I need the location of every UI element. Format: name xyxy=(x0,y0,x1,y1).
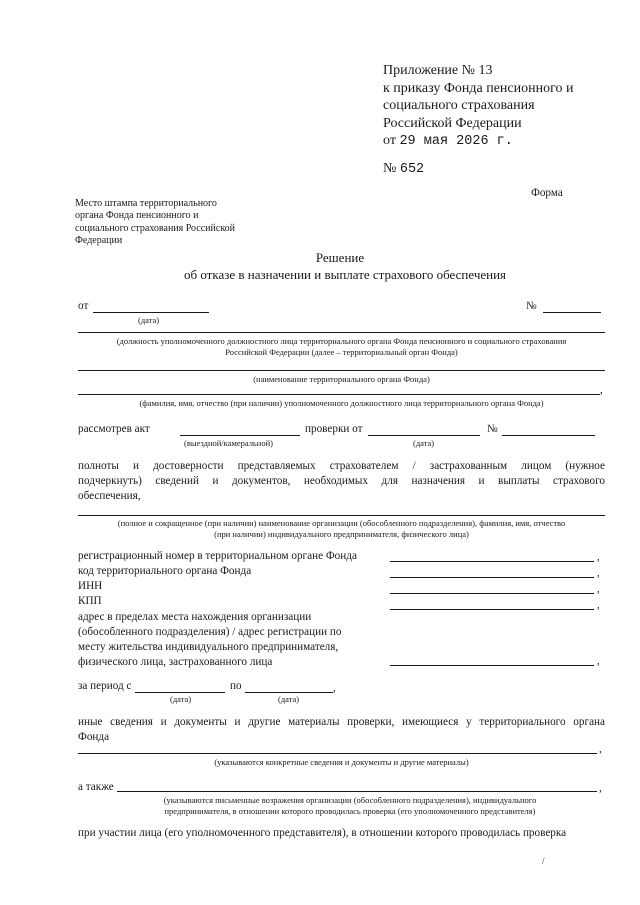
period-start-field[interactable] xyxy=(135,692,225,693)
completeness-text: обеспечения, xyxy=(78,490,141,502)
org-name-caption: (полное и сокращенное (при наличии) наименование организации (обособленного подразделения), фамилия, имя, отчество xyxy=(117,518,566,528)
stamp-place xyxy=(75,198,235,247)
address-label: месту жительства индивидуального предпринимателя, xyxy=(78,641,339,653)
official-name-caption: (фамилия, имя, отчество (при наличии) уполномоченного должностного лица территориального органа Фонда) xyxy=(139,398,544,408)
address-label: физического лица, застрахованного лица xyxy=(78,656,273,668)
check-date-field[interactable] xyxy=(368,435,480,436)
address-label: (обособленного подразделения) / адрес регистрации по xyxy=(78,626,342,638)
completeness-text: подчеркнуть) сведений и документов, необходимых для назначения и выплаты страхового xyxy=(78,475,605,487)
period-to-label: по xyxy=(230,680,242,692)
check-date-caption: (дата) xyxy=(413,438,435,448)
check-label: проверки от xyxy=(305,423,363,435)
from-label: от xyxy=(78,300,89,312)
check-type-field[interactable] xyxy=(180,435,300,436)
reg-number-field[interactable] xyxy=(390,561,594,562)
address-label: адрес в пределах места нахождения организации xyxy=(78,611,312,623)
number-label: № xyxy=(526,300,537,312)
comma: , xyxy=(597,551,600,563)
address-field[interactable] xyxy=(390,665,594,666)
comma: , xyxy=(599,782,602,794)
stamp-line: Федерации xyxy=(75,234,123,246)
appendix-date-value: 29 мая 2026 г. xyxy=(399,134,513,149)
official-position-caption: (должность уполномоченного должностного лица территориального органа Фонда пенсионного и социального страхования xyxy=(116,336,567,346)
kpp-label: КПП xyxy=(78,595,102,607)
kpp-field[interactable] xyxy=(390,609,594,610)
appendix-title: Приложение № 13 xyxy=(383,63,493,78)
page-mark: / xyxy=(542,856,545,866)
decision-number-field[interactable] xyxy=(543,312,601,313)
completeness-text: полноты и достоверности представляемых страхователем / застрахованным лицом (нужное xyxy=(78,460,605,472)
objections-caption: (указываются письменные возражения организации (обособленного подразделения), индивидуального xyxy=(163,795,537,805)
comma: , xyxy=(597,599,600,611)
comma: , xyxy=(597,583,600,595)
other-materials-field[interactable] xyxy=(78,753,597,754)
comma: , xyxy=(599,743,602,755)
appendix-order-line: к приказу Фонда пенсионного и xyxy=(383,80,574,96)
comma: , xyxy=(600,384,603,396)
body-name-caption: (наименование территориального органа Фонда) xyxy=(253,374,430,384)
appendix-number-prefix: № xyxy=(383,161,397,176)
comma: , xyxy=(597,655,600,667)
appendix-date-prefix: от xyxy=(383,133,396,148)
check-number-field[interactable] xyxy=(502,435,595,436)
period-label: за период с xyxy=(78,680,132,692)
other-materials-caption: (указываются конкретные сведения и документы и другие материалы) xyxy=(214,757,469,767)
appendix-number-value: 652 xyxy=(399,162,425,177)
org-name-field[interactable] xyxy=(78,515,605,516)
also-label: а также xyxy=(78,781,114,793)
appendix-number xyxy=(383,160,424,179)
review-label: рассмотрев акт xyxy=(78,423,150,435)
body-name-field[interactable] xyxy=(78,370,605,371)
other-materials-text: иные сведения и документы и другие материалы проверки, имеющиеся у территориального органа xyxy=(78,716,605,728)
document-subtitle: об отказе в назначении и выплате страхового обеспечения xyxy=(183,267,507,282)
participation-text: при участии лица (его уполномоченного представителя), в отношении которого проводилась проверка xyxy=(78,827,567,839)
body-code-field[interactable] xyxy=(390,577,594,578)
objections-field[interactable] xyxy=(117,791,597,792)
document-title: Решение xyxy=(315,250,365,265)
stamp-line: Место штампа территориального xyxy=(75,198,217,209)
date-caption: (дата) xyxy=(138,315,160,325)
inn-field[interactable] xyxy=(390,593,594,594)
comma: , xyxy=(597,567,600,579)
official-name-field[interactable] xyxy=(78,394,600,395)
official-position-field[interactable] xyxy=(78,332,605,333)
body-code-label: код территориального органа Фонда xyxy=(78,565,252,577)
inn-label: ИНН xyxy=(78,580,103,592)
org-name-caption: (при наличии) индивидуального предпринимателя, физического лица) xyxy=(214,529,469,539)
form-label: Форма xyxy=(531,187,563,199)
appendix-order-line: Российской Федерации xyxy=(383,115,522,131)
decision-date-field[interactable] xyxy=(93,312,209,313)
appendix-date xyxy=(383,132,513,151)
period-start-caption: (дата) xyxy=(170,694,192,704)
check-type-caption: (выездной/камеральной) xyxy=(184,438,273,448)
stamp-line: органа Фонда пенсионного и xyxy=(75,210,199,222)
other-materials-text: Фонда xyxy=(78,731,110,743)
stamp-line: социального страхования Российской xyxy=(75,222,236,234)
reg-number-label: регистрационный номер в территориальном органе Фонда xyxy=(78,550,357,562)
comma: , xyxy=(333,682,336,694)
objections-caption: предпринимателя, в отношении которого проводилась проверка (его уполномоченного представителя) xyxy=(164,806,536,816)
official-position-caption: Российской Федерации (далее – территориальный орган Фонда) xyxy=(225,347,458,357)
appendix-order-line: социального страхования xyxy=(383,98,535,113)
period-end-caption: (дата) xyxy=(278,694,300,704)
period-end-field[interactable] xyxy=(245,692,333,693)
check-number-label: № xyxy=(487,423,498,435)
